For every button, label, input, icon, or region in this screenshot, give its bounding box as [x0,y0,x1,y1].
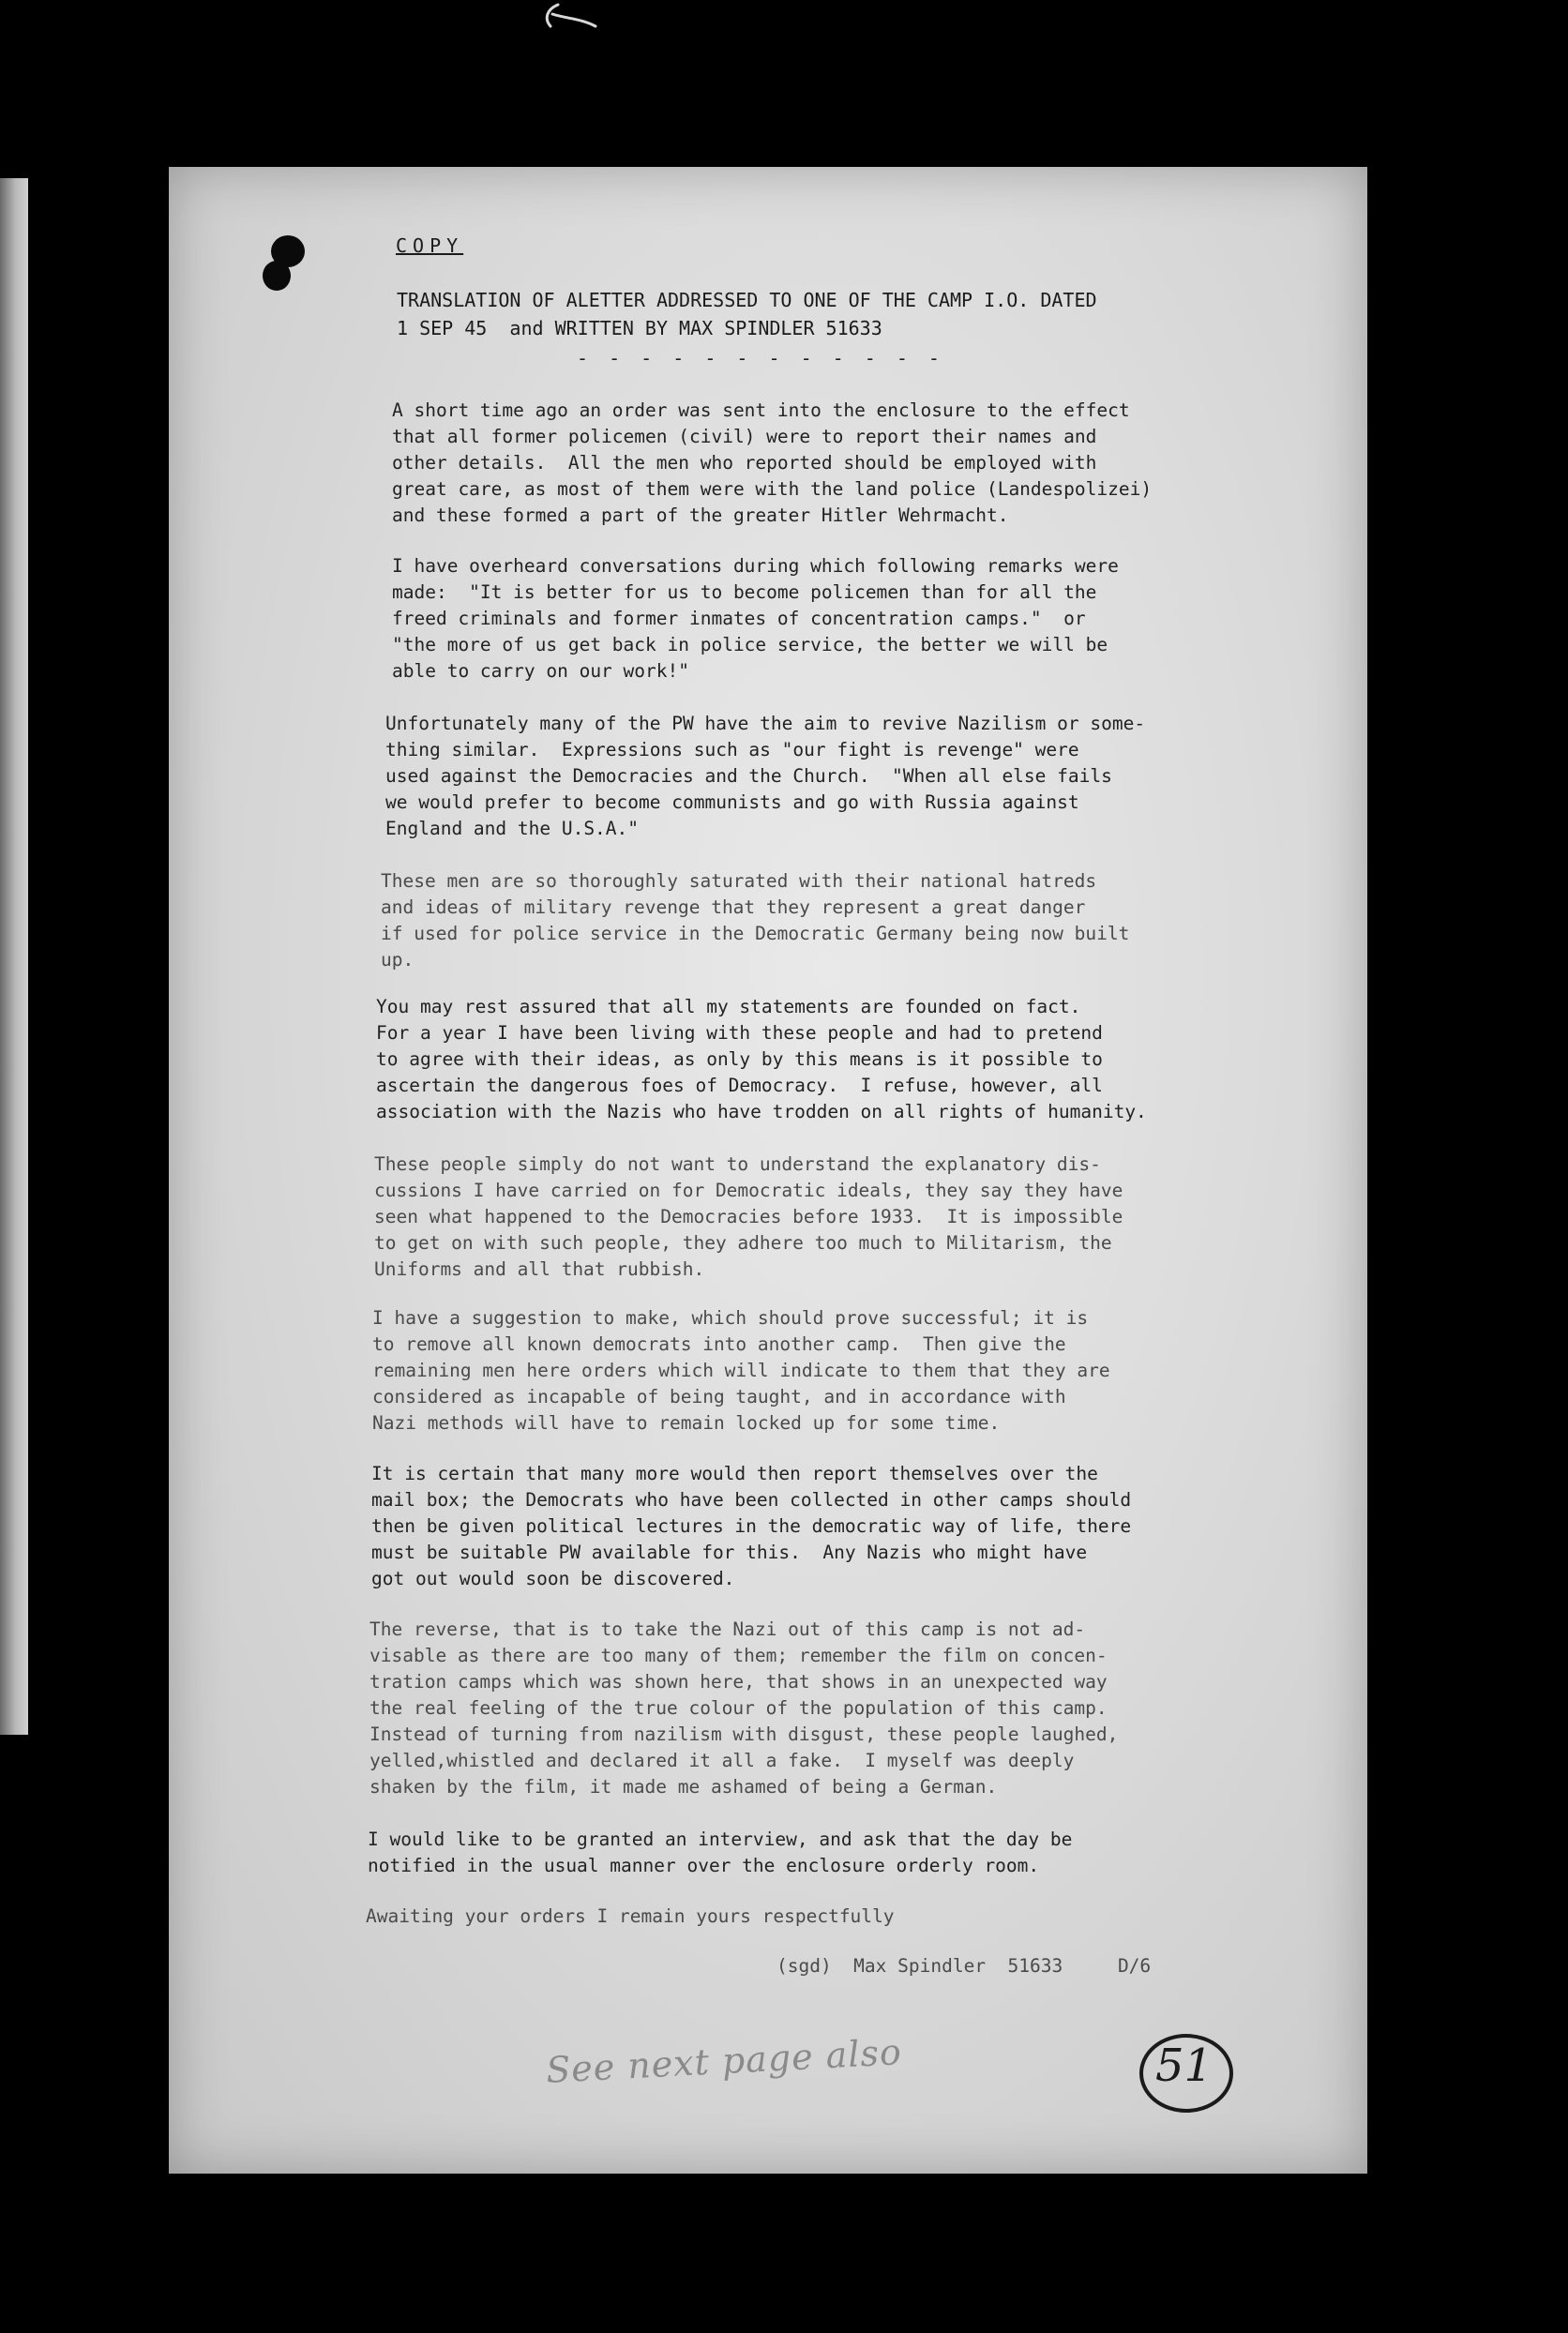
heading-line-1: TRANSLATION OF ALETTER ADDRESSED TO ONE OF THE CAMP I.O. DATED [397,289,1097,311]
paragraph-3: Unfortunately many of the PW have the aim to revive Nazilism or some- thing similar. Expressions such as "our fight is revenge" were used against the Democracies and the Church. "When all else fails we would prefer to become communists and go with Russia against England and the U.S.A." [385,713,1146,839]
paragraph-8: It is certain that many more would then report themselves over the mail box; the Democrats who have been collected in other camps should then be given political lectures in the democratic way of life, there must be suitable PW available for this. Any Nazis who might have got out would soon be discovered. [371,1463,1132,1589]
paragraph-9: The reverse, that is to take the Nazi out of this camp is not ad- visable as there are too many of them; remember the film on concen- tration camps which was shown here, that shows in an unexpected way the real feeling of the true colour of the population of this camp. Instead of turning from nazilism with disgust, these people laughed, yelled,whistled and declared it all a fake. I myself was deeply shaken by the film, it made me ashamed of being a German. [369,1618,1119,1798]
paragraph-7: I have a suggestion to make, which should prove successful; it is to remove all known democrats into another camp. Then give the remaining men here orders which will indicate to them that they are considered as incapable of being taught, and in accordance with Nazi methods will have to remain locked up for some time. [372,1307,1110,1434]
document-page [169,167,1367,2174]
copy-label: COPY [396,234,464,257]
heading-line-2: 1 SEP 45 and WRITTEN BY MAX SPINDLER 51633 [397,317,882,339]
paragraph-11: Awaiting your orders I remain yours respectfully [366,1905,895,1927]
paragraph-4: These men are so thoroughly saturated with their national hatreds and ideas of military revenge that they represent a great danger if used for police service in the Democratic Germany being now built up. [381,870,1130,971]
paragraph-2: I have overheard conversations during which following remarks were made: "It is better for us to become policemen than for all the freed criminals and former inmates of concentration camps." or "the more of us get back in police service, the better we will be able to carry on our work!" [392,555,1119,682]
document-heading [397,286,1097,342]
page-number: 51 [1155,2039,1214,2092]
punch-hole-mark [258,231,310,296]
handwritten-note: See next page also [545,2031,903,2091]
paragraph-1: A short time ago an order was sent into the enclosure to the effect that all former policemen (civil) were to report their names and other details. All the men who reported should be employed with great care, as most of them were with the land police (Landespolizei) and these formed a part of the greater Hitler Wehrmacht. [392,399,1153,526]
paragraph-5: You may rest assured that all my statements are founded on fact. For a year I have been living with these people and had to pretend to agree with their ideas, as only by this means is it possible to ascertain the dangerous foes of Democracy. I refuse, however, all association with the Nazis who have trodden on all rights of humanity. [376,996,1147,1122]
adjacent-page-edge [0,178,28,1735]
dashed-rule: - - - - - - - - - - - - [577,347,944,369]
pencil-mark [539,0,614,47]
signature-line: (sgd) Max Spindler 51633 D/6 [776,1955,1152,1977]
paragraph-10: I would like to be granted an interview, and ask that the day be notified in the usual manner over the enclosure orderly room. [368,1829,1073,1876]
paragraph-6: These people simply do not want to understand the explanatory dis- cussions I have carried on for Democratic ideals, they say they have seen what happened to the Democracies before 1933. It is impossible to get on with such people, they adhere too much to Militarism, the Uniforms and all that rubbish. [374,1153,1123,1280]
